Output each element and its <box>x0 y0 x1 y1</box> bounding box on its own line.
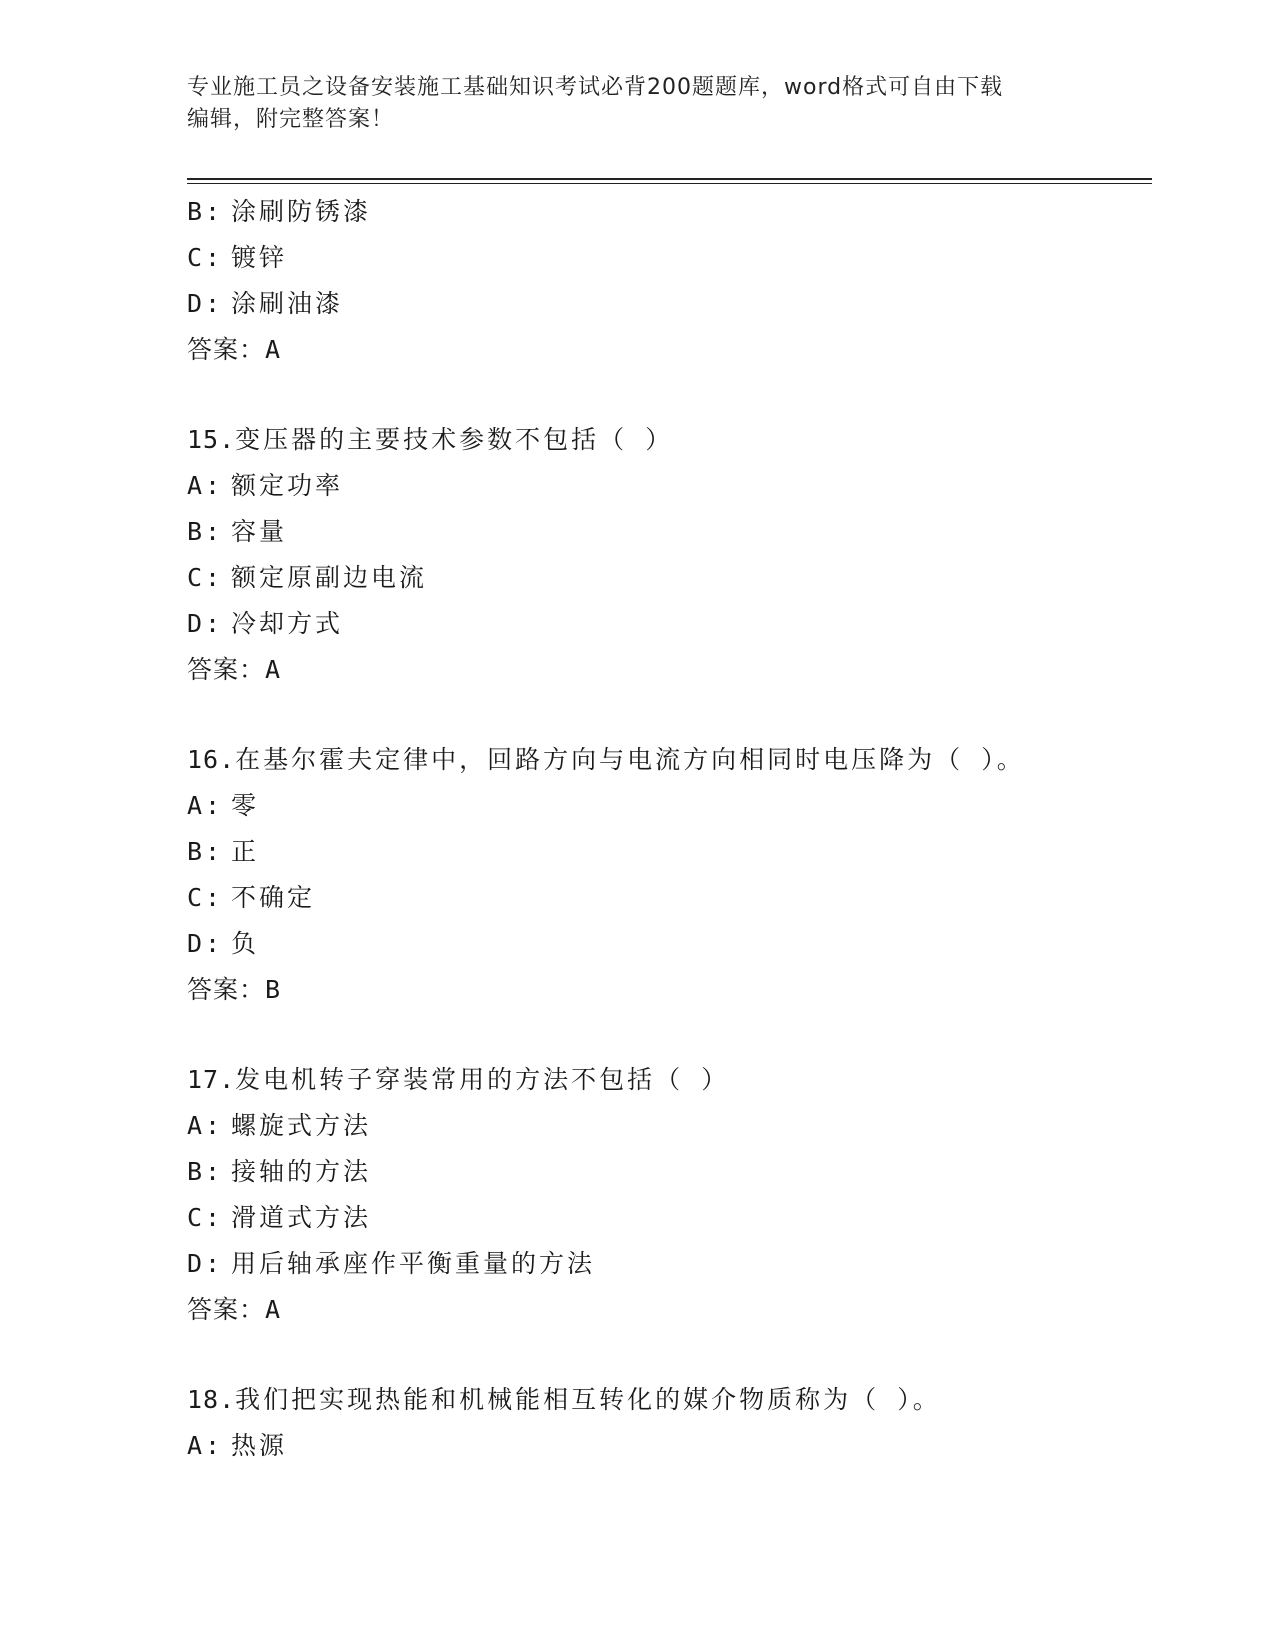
option-c <box>187 555 1147 601</box>
question-text: 我们把实现热能和机械能相互转化的媒介物质称为（ ）。 <box>235 1385 941 1414</box>
question-spacer <box>187 693 1147 737</box>
option-text: 热源 <box>231 1431 288 1460</box>
option-text: 涂刷油漆 <box>231 289 344 318</box>
answer-line <box>187 967 1147 1013</box>
option-key: A: <box>187 791 224 820</box>
question-text: 发电机转子穿装常用的方法不包括（ ） <box>235 1065 730 1094</box>
question-block-16 <box>187 737 1147 1013</box>
option-c <box>187 875 1147 921</box>
option-key: C: <box>187 883 224 912</box>
option-text: 滑道式方法 <box>231 1203 372 1232</box>
option-b <box>187 1149 1147 1195</box>
option-d <box>187 281 1147 327</box>
option-text: 容量 <box>231 517 288 546</box>
option-b <box>187 189 1147 235</box>
option-key: D: <box>187 289 224 318</box>
answer-label: 答案： <box>187 975 266 1004</box>
document-header <box>187 72 1087 136</box>
option-text: 镀锌 <box>231 243 288 272</box>
option-key: D: <box>187 1249 224 1278</box>
option-key: C: <box>187 563 224 592</box>
option-d <box>187 601 1147 647</box>
question-list <box>187 189 1147 1469</box>
option-text: 正 <box>231 837 260 866</box>
option-text: 涂刷防锈漆 <box>231 197 372 226</box>
option-text: 额定原副边电流 <box>231 563 428 592</box>
option-b <box>187 509 1147 555</box>
answer-line <box>187 1287 1147 1333</box>
answer-label: 答案： <box>187 335 266 364</box>
question-stem <box>187 737 1147 783</box>
option-d <box>187 921 1147 967</box>
option-text: 冷却方式 <box>231 609 344 638</box>
header-title-line-1: 专业施工员之设备安装施工基础知识考试必背200题题库，word格式可自由下载 <box>187 75 1004 100</box>
option-key: B: <box>187 837 224 866</box>
question-block-15 <box>187 417 1147 693</box>
question-number: 16. <box>187 745 236 774</box>
question-stem <box>187 1377 1147 1423</box>
option-c <box>187 235 1147 281</box>
option-b <box>187 829 1147 875</box>
question-block-18 <box>187 1377 1147 1469</box>
question-text: 变压器的主要技术参数不包括（ ） <box>235 425 674 454</box>
answer-value: B <box>265 975 282 1004</box>
option-key: C: <box>187 243 224 272</box>
answer-value: A <box>265 335 282 364</box>
question-spacer <box>187 1333 1147 1377</box>
question-number: 17. <box>187 1065 236 1094</box>
question-stem <box>187 417 1147 463</box>
option-key: C: <box>187 1203 224 1232</box>
option-text: 零 <box>231 791 260 820</box>
option-key: B: <box>187 1157 224 1186</box>
option-key: A: <box>187 1111 224 1140</box>
question-text: 在基尔霍夫定律中，回路方向与电流方向相同时电压降为（ ）。 <box>235 745 1025 774</box>
option-key: D: <box>187 929 224 958</box>
question-number: 15. <box>187 425 236 454</box>
option-a <box>187 463 1147 509</box>
answer-label: 答案： <box>187 655 266 684</box>
option-key: B: <box>187 517 224 546</box>
option-text: 不确定 <box>231 883 316 912</box>
option-a <box>187 1423 1147 1469</box>
question-number: 18. <box>187 1385 236 1414</box>
option-key: D: <box>187 609 224 638</box>
answer-value: A <box>265 655 282 684</box>
question-stem <box>187 1057 1147 1103</box>
answer-line <box>187 327 1147 373</box>
option-key: B: <box>187 197 224 226</box>
question-block-17 <box>187 1057 1147 1333</box>
option-text: 用后轴承座作平衡重量的方法 <box>231 1249 596 1278</box>
option-key: A: <box>187 471 224 500</box>
option-a <box>187 783 1147 829</box>
option-key: A: <box>187 1431 224 1460</box>
header-divider-thick <box>187 178 1152 180</box>
answer-value: A <box>265 1295 282 1324</box>
option-text: 接轴的方法 <box>231 1157 372 1186</box>
question-block-partial <box>187 189 1147 373</box>
option-a <box>187 1103 1147 1149</box>
answer-label: 答案： <box>187 1295 266 1324</box>
question-spacer <box>187 373 1147 417</box>
header-divider-thin <box>187 183 1152 184</box>
option-c <box>187 1195 1147 1241</box>
header-title-line-2: 编辑，附完整答案！ <box>187 107 395 132</box>
option-text: 螺旋式方法 <box>231 1111 372 1140</box>
option-d <box>187 1241 1147 1287</box>
question-spacer <box>187 1013 1147 1057</box>
answer-line <box>187 647 1147 693</box>
option-text: 额定功率 <box>231 471 344 500</box>
option-text: 负 <box>231 929 260 958</box>
